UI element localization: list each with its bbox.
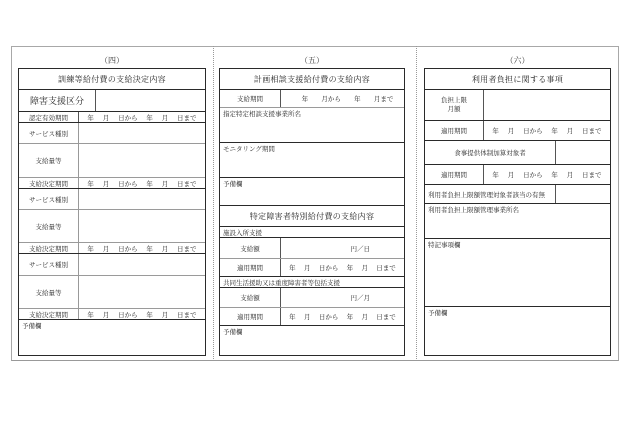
decision-period-field[interactable]: 年 月 日から 年 月 日まで (87, 310, 197, 319)
remarks-label: 予備欄 (22, 322, 42, 330)
remarks-label: 予備欄 (223, 328, 243, 336)
amount-label: 支給量等 (19, 144, 79, 177)
amount-field[interactable] (79, 276, 205, 308)
service-type-field[interactable] (79, 123, 205, 143)
service-type-field[interactable] (79, 254, 205, 275)
group-amount-field[interactable]: 円／月 (350, 294, 370, 302)
plan-period-field[interactable]: 年 月から 年 月まで (301, 95, 394, 103)
notes-field[interactable] (425, 239, 610, 306)
monthly-limit-label: 負担上限 月額 (425, 90, 484, 120)
group-amount-label: 支給額 (220, 288, 281, 307)
notes-label: 特記事項欄 (428, 241, 461, 249)
amount-field[interactable] (79, 210, 205, 242)
panel-six-table (424, 68, 611, 356)
remarks-label: 予備欄 (428, 309, 448, 317)
remarks2-field[interactable] (220, 326, 404, 355)
decision-period-field[interactable]: 年 月 日から 年 月 日まで (87, 179, 197, 188)
remarks-field[interactable] (425, 307, 610, 355)
mgmt-office-label: 利用者負担上限額管理事業所名 (428, 206, 519, 214)
remarks-field[interactable] (220, 178, 404, 205)
group-period-field[interactable]: 年 月 日から 年 月 日まで (289, 313, 396, 321)
decision-period-field[interactable]: 年 月 日から 年 月 日まで (87, 244, 197, 253)
meal-support-label: 食事提供体制加算対象者 (425, 141, 556, 164)
service-type-label: サービス種別 (19, 254, 79, 275)
facility-period-field[interactable]: 年 月 日から 年 月 日まで (289, 264, 396, 272)
facility-support-label: 施設入所支援 (223, 228, 262, 237)
decision-period-label: 支給決定期間 (19, 309, 79, 319)
mgmt-target-field[interactable] (556, 185, 610, 203)
service-type-label: サービス種別 (19, 123, 79, 143)
plan-period-label: 支給期間 (220, 90, 281, 107)
fold-line (416, 46, 417, 361)
facility-amount-field[interactable]: 円／日 (350, 244, 370, 253)
amount-field[interactable] (79, 144, 205, 177)
fold-line (213, 46, 214, 361)
amount-label: 支給量等 (19, 276, 79, 308)
monthly-limit-field[interactable] (484, 90, 610, 120)
facility-period-label: 適用期間 (220, 259, 281, 276)
panel-five-table (219, 68, 405, 356)
panel-five-title: 計画相談支援給付費の支給内容 (253, 74, 371, 84)
panel-six-title: 利用者負担に関する事項 (471, 74, 564, 84)
panel-five-label: （五） (300, 56, 324, 65)
consult-office-label: 指定特定相談支援事業所名 (223, 110, 301, 118)
amount-label: 支給量等 (19, 210, 79, 242)
decision-period-label: 支給決定期間 (19, 178, 79, 188)
limit-period-label: 適用期間 (425, 121, 484, 140)
monitoring-label: モニタリング期間 (223, 145, 275, 153)
limit-period-field[interactable]: 年 月 日から 年 月 日まで (492, 127, 602, 135)
decision-period-label: 支給決定期間 (19, 243, 79, 253)
service-type-field[interactable] (79, 189, 205, 209)
monitoring-field[interactable] (220, 143, 404, 177)
panel-six-label: （六） (505, 56, 530, 65)
facility-amount-label: 支給額 (220, 238, 281, 258)
remarks-label: 予備欄 (223, 180, 243, 188)
meal-period-field[interactable]: 年 月 日から 年 月 日まで (492, 171, 602, 179)
panel-four-title: 訓練等給付費の支給決定内容 (58, 74, 166, 84)
panel-four-table (18, 68, 206, 356)
service-type-label: サービス種別 (19, 189, 79, 209)
group-period-label: 適用期間 (220, 308, 281, 325)
mgmt-target-label: 利用者負担上限額管理対象者該当の有無 (425, 185, 556, 203)
cert-period-field[interactable]: 年 月 日から 年 月 日まで (87, 113, 197, 122)
panel-four-label: （四） (100, 56, 124, 65)
mgmt-office-field[interactable] (425, 204, 610, 238)
special-benefit-title: 特定障害者特別給付費の支給内容 (249, 211, 375, 221)
disability-class-field[interactable] (96, 90, 205, 111)
consult-office-field[interactable] (220, 108, 404, 142)
cert-period-label: 認定有効期間 (19, 112, 79, 122)
meal-support-field[interactable] (556, 141, 610, 164)
group-living-label: 共同生活援助又は重度障害者等包括支援 (223, 278, 340, 287)
remarks-field[interactable] (19, 320, 205, 355)
meal-period-label: 適用期間 (425, 165, 484, 184)
disability-class-label: 障害支援区分 (19, 90, 96, 111)
